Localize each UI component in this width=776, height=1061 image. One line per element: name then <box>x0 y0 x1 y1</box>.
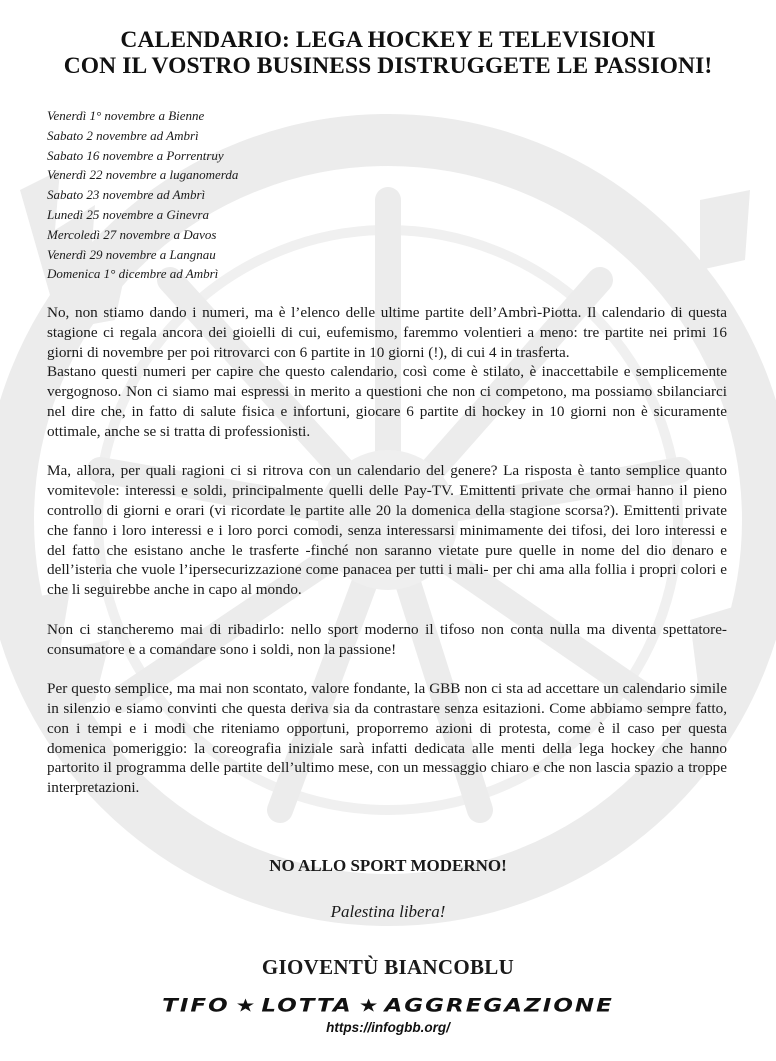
schedule-item: Sabato 16 novembre a Porrentruy <box>47 147 224 163</box>
star-icon: ★ <box>235 995 256 1017</box>
paragraph-pay-tv: Ma, allora, per quali ragioni ci si ritrova con un calendario del genere? La risposta è tanto semplice quanto vomitevole: interessi e soldi, principalmente quelli delle Pay-TV. Emittenti private che ormai hanno il pieno controllo di giorni e orari (vi ricordate le partite alle 20 la domenica della stagione scorsa?). Emittenti private che fanno i loro interessi e i loro porci comodi, senza interessarsi minimamente dei tifosi, dei loro interessi e del fatto che esistano anche le trasferte -finché non saranno vietate pure quelle in nome del dio denaro e dell’isteria che vuole l’ipersecurizzazione come panacea per tutti i mali- per chi ama alla follia i propri colori e che li seguirebbe anche in capo al mondo. <box>47 462 727 599</box>
schedule-item: Venerdì 29 novembre a Langnau <box>47 246 216 262</box>
body-text <box>47 303 727 818</box>
palestine-line: Palestina libera! <box>330 902 446 921</box>
schedule-item: Venerdì 22 novembre a luganomerda <box>47 167 239 183</box>
paragraph-intro: No, non stiamo dando i numeri, ma è l’elenco delle ultime partite dell’Ambrì-Piotta. Il calendario di questa stagione ci regala ancora dei gioielli di cui, eufemismo, faremmo volentieri a meno: tre partite nei primi 16 giorni di novembre per poi ritrovarci con 6 partite in 10 giorni (!), di cui 4 in trasferta. <box>47 304 727 361</box>
star-icon: ★ <box>358 995 379 1017</box>
website-link[interactable]: https://infogbb.org/ <box>326 1020 450 1035</box>
schedule-item: Venerdì 1° novembre a Bienne <box>47 108 205 123</box>
match-schedule-list <box>47 106 238 284</box>
paragraph-calendar-critique: Bastano questi numeri per capire che questo calendario, così come è stilato, è inaccettabile e semplicemente vergognoso. Non ci siamo mai espressi in merito a questioni che non ci competono, ma possiamo sbilanciarci nel dire che, in fatto di salute fisica e infortuni, giocare 6 partite di hockey in 10 giorni non è sicuramente ottimale, anche se si tratta di professionisti. <box>47 363 727 440</box>
motto-word-tifo: TIFO <box>162 995 230 1017</box>
motto-word-aggregazione: AGGREGAZIONE <box>384 995 614 1017</box>
page-title <box>20 27 756 79</box>
schedule-item: Domenica 1° dicembre ad Ambrì <box>47 266 219 282</box>
schedule-item: Lunedì 25 novembre a Ginevra <box>47 206 209 222</box>
motto-banner <box>0 995 776 1016</box>
paragraph-protest: Per questo semplice, ma mai non scontato, valore fondante, la GBB non ci sta ad accettare un calendario simile in silenzio e siamo convinti che questa deriva sia da contrastare senza esitazioni. Come abbiamo sempre fatto, con i tempi e i modi che riteniamo opportuni, proporremo azioni di protesta, come è il caso per questa domenica pomeriggio: la coreografia iniziale sarà infatti dedicata alle menti della lega hockey che hanno partorito il programma delle partite dell’ultimo mese, con un messaggio chiaro e che non lascia spazio a troppe interpretazioni. <box>47 680 727 797</box>
motto-word-lotta: LOTTA <box>261 995 353 1017</box>
schedule-item: Sabato 23 novembre ad Ambrì <box>47 187 206 203</box>
schedule-item: Mercoledì 27 novembre a Davos <box>47 226 217 242</box>
title-line-1: CALENDARIO: LEGA HOCKEY E TELEVISIONI <box>120 27 656 53</box>
title-line-2: CON IL VOSTRO BUSINESS DISTRUGGETE LE PASSIONI! <box>63 53 713 79</box>
slogan-heading: NO ALLO SPORT MODERNO! <box>269 856 507 875</box>
group-signature: GIOVENTÙ BIANCOBLU <box>261 955 515 979</box>
paragraph-modern-sport: Non ci stancheremo mai di ribadirlo: nello sport moderno il tifoso non conta nulla ma diventa spettatore-consumatore e a comandare sono i soldi, non la passione! <box>47 620 727 658</box>
schedule-item: Sabato 2 novembre ad Ambrì <box>47 127 199 143</box>
